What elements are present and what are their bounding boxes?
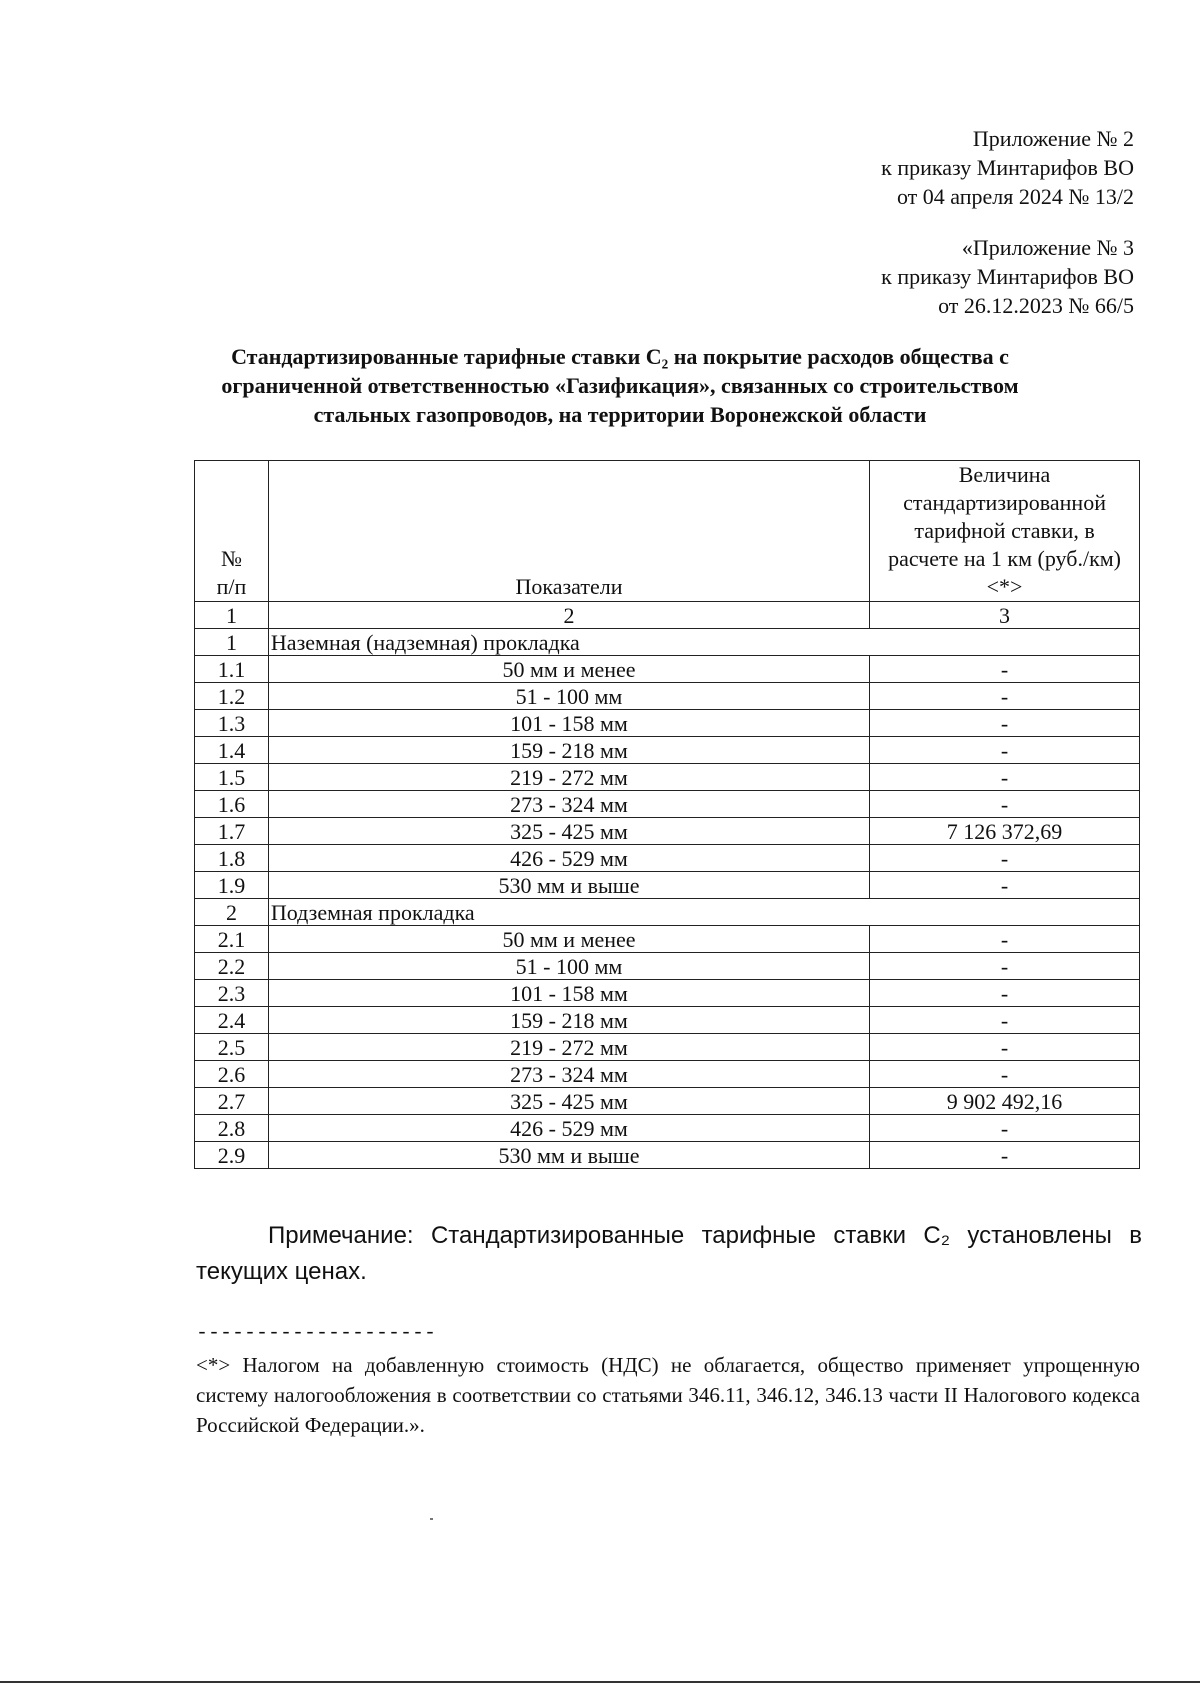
title-line: стальных газопроводов, на территории Воронежской области bbox=[313, 402, 927, 427]
row-rate-value: - bbox=[870, 764, 1140, 791]
row-rate-value: - bbox=[870, 980, 1140, 1007]
note-paragraph: Примечание: Стандартизированные тарифные ставки С₂ установлены в текущих ценах. bbox=[196, 1222, 1142, 1285]
column-number: 2 bbox=[268, 602, 869, 629]
row-diameter: 325 - 425 мм bbox=[268, 818, 869, 845]
row-rate-value: - bbox=[870, 926, 1140, 953]
table-row bbox=[195, 818, 1140, 845]
row-rate-value: 9 902 492,16 bbox=[870, 1088, 1140, 1115]
row-diameter: 51 - 100 мм bbox=[268, 683, 869, 710]
row-rate-value: - bbox=[870, 683, 1140, 710]
table-row bbox=[195, 656, 1140, 683]
row-number: 2.6 bbox=[195, 1061, 269, 1088]
table-row bbox=[195, 1007, 1140, 1034]
row-diameter: 273 - 324 мм bbox=[268, 1061, 869, 1088]
table-row bbox=[195, 683, 1140, 710]
table-row bbox=[195, 764, 1140, 791]
row-number: 1.4 bbox=[195, 737, 269, 764]
annex-line: к приказу Минтарифов ВО bbox=[881, 264, 1134, 289]
table-row bbox=[195, 926, 1140, 953]
row-diameter: 51 - 100 мм bbox=[268, 953, 869, 980]
row-rate-value: - bbox=[870, 1061, 1140, 1088]
row-number: 1.8 bbox=[195, 845, 269, 872]
table-row bbox=[195, 1034, 1140, 1061]
tariff-rates-table bbox=[194, 460, 1140, 1169]
row-diameter: 219 - 272 мм bbox=[268, 1034, 869, 1061]
row-rate-value: - bbox=[870, 872, 1140, 899]
table-row bbox=[195, 791, 1140, 818]
row-number: 1.5 bbox=[195, 764, 269, 791]
row-rate-value: - bbox=[870, 1115, 1140, 1142]
row-diameter: 101 - 158 мм bbox=[268, 980, 869, 1007]
row-diameter: 273 - 324 мм bbox=[268, 791, 869, 818]
row-diameter: 50 мм и менее bbox=[268, 656, 869, 683]
row-rate-value: - bbox=[870, 737, 1140, 764]
annex-line: «Приложение № 3 bbox=[961, 235, 1134, 260]
row-rate-value: - bbox=[870, 1142, 1140, 1169]
row-number: 1.3 bbox=[195, 710, 269, 737]
row-diameter: 219 - 272 мм bbox=[268, 764, 869, 791]
table-row bbox=[195, 1142, 1140, 1169]
section-number: 2 bbox=[195, 899, 269, 926]
row-diameter: 426 - 529 мм bbox=[268, 1115, 869, 1142]
table-row bbox=[195, 1088, 1140, 1115]
annex-reference-amended bbox=[881, 233, 1134, 320]
row-number: 2.5 bbox=[195, 1034, 269, 1061]
row-rate-value: 7 126 372,69 bbox=[870, 818, 1140, 845]
header-number: № п/п bbox=[195, 461, 269, 602]
section-number: 1 bbox=[195, 629, 269, 656]
row-diameter: 530 мм и выше bbox=[268, 872, 869, 899]
title-line: ограниченной ответственностью «Газификация», связанных со строительством bbox=[221, 373, 1019, 398]
row-diameter: 101 - 158 мм bbox=[268, 710, 869, 737]
row-rate-value: - bbox=[870, 1034, 1140, 1061]
row-number: 1.6 bbox=[195, 791, 269, 818]
table-row bbox=[195, 845, 1140, 872]
table-row bbox=[195, 737, 1140, 764]
column-number: 3 bbox=[870, 602, 1140, 629]
table-row bbox=[195, 953, 1140, 980]
row-number: 2.4 bbox=[195, 1007, 269, 1034]
row-diameter: 325 - 425 мм bbox=[268, 1088, 869, 1115]
row-number: 2.3 bbox=[195, 980, 269, 1007]
header-rate-value: Величина стандартизированной тарифной ставки, в расчете на 1 км (руб./км) <*> bbox=[870, 461, 1140, 602]
section-row bbox=[195, 629, 1140, 656]
row-rate-value: - bbox=[870, 710, 1140, 737]
header-indicators: Показатели bbox=[268, 461, 869, 602]
annex-line: Приложение № 2 bbox=[972, 126, 1134, 151]
scan-speck bbox=[430, 1518, 433, 1520]
annex-line: от 04 апреля 2024 № 13/2 bbox=[896, 184, 1134, 209]
row-diameter: 50 мм и менее bbox=[268, 926, 869, 953]
table-row bbox=[195, 710, 1140, 737]
annex-line: к приказу Минтарифов ВО bbox=[881, 155, 1134, 180]
row-number: 1.9 bbox=[195, 872, 269, 899]
row-number: 2.8 bbox=[195, 1115, 269, 1142]
annex-reference-current bbox=[881, 124, 1134, 211]
document-title bbox=[180, 342, 1060, 429]
row-number: 2.2 bbox=[195, 953, 269, 980]
row-diameter: 159 - 218 мм bbox=[268, 1007, 869, 1034]
title-line: Стандартизированные тарифные ставки С₂ на покрытие расходов общества с bbox=[231, 344, 1009, 369]
table-header-row bbox=[195, 461, 1140, 602]
row-diameter: 159 - 218 мм bbox=[268, 737, 869, 764]
row-number: 2.7 bbox=[195, 1088, 269, 1115]
table-row bbox=[195, 1115, 1140, 1142]
section-label: Наземная (надземная) прокладка bbox=[268, 629, 1139, 656]
scan-edge-line bbox=[0, 1681, 1200, 1683]
table-row bbox=[195, 980, 1140, 1007]
row-number: 2.1 bbox=[195, 926, 269, 953]
row-rate-value: - bbox=[870, 791, 1140, 818]
row-rate-value: - bbox=[870, 1007, 1140, 1034]
footnote-separator: -------------------- bbox=[196, 1322, 437, 1345]
row-diameter: 426 - 529 мм bbox=[268, 845, 869, 872]
row-rate-value: - bbox=[870, 953, 1140, 980]
column-number-row bbox=[195, 602, 1140, 629]
row-number: 2.9 bbox=[195, 1142, 269, 1169]
section-label: Подземная прокладка bbox=[268, 899, 1139, 926]
table-row bbox=[195, 1061, 1140, 1088]
row-diameter: 530 мм и выше bbox=[268, 1142, 869, 1169]
row-number: 1.7 bbox=[195, 818, 269, 845]
column-number: 1 bbox=[195, 602, 269, 629]
footnote-text: <*> Налогом на добавленную стоимость (НДС) не облагается, общество применяет упрощенную систему налогообложения в соответствии со статьями 346.11, 346.12, 346.13 части II Налогового кодекса Российской Федерации.». bbox=[196, 1353, 1140, 1437]
row-number: 1.2 bbox=[195, 683, 269, 710]
section-row bbox=[195, 899, 1140, 926]
row-number: 1.1 bbox=[195, 656, 269, 683]
row-rate-value: - bbox=[870, 656, 1140, 683]
row-rate-value: - bbox=[870, 845, 1140, 872]
annex-line: от 26.12.2023 № 66/5 bbox=[938, 293, 1134, 318]
table-row bbox=[195, 872, 1140, 899]
